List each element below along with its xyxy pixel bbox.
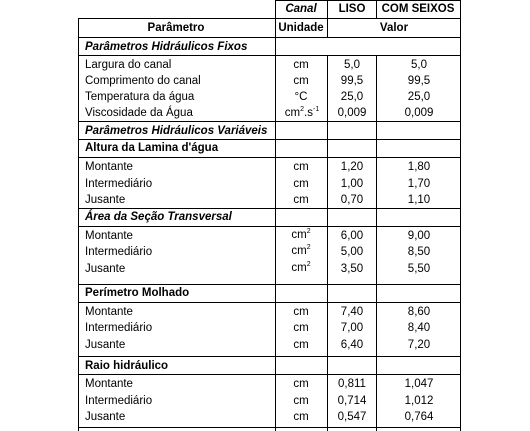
seixos-value: 8,50	[407, 246, 431, 258]
liso-value: 0,714	[337, 395, 367, 407]
seixos-value: 25,0	[407, 91, 431, 103]
header-parametro: Parâmetro	[147, 22, 205, 34]
param-label: Intermediário	[85, 246, 153, 258]
liso-value: 6,40	[340, 339, 364, 351]
table-rule	[275, 0, 276, 431]
seixos-value: 9,00	[407, 230, 431, 242]
unit-value: cm	[293, 59, 309, 71]
group-title: Altura da Lamina d'água	[85, 142, 219, 154]
liso-value: 5,0	[344, 59, 360, 71]
liso-value: 0,70	[340, 194, 364, 206]
liso-value: 1,20	[340, 161, 364, 173]
liso-value: 0,811	[338, 378, 366, 390]
liso-value: 25,0	[340, 91, 364, 103]
unit-value: cm	[293, 339, 309, 351]
param-label: Comprimento do canal	[85, 75, 201, 87]
unit-value: cm	[293, 75, 309, 87]
table-rule	[78, 157, 461, 158]
unit-value: cm	[293, 378, 309, 390]
table-rule	[78, 121, 461, 122]
table-rule	[327, 55, 328, 431]
seixos-value: 8,40	[407, 322, 431, 334]
unit-value: cm	[293, 178, 309, 190]
table-rule	[78, 302, 461, 303]
group-title: Área da Seção Transversal	[85, 211, 232, 223]
param-label: Temperatura da água	[85, 91, 195, 103]
table-rule	[78, 55, 461, 56]
header-unidade: Unidade	[278, 22, 324, 34]
unit-value: cm	[293, 306, 309, 318]
liso-value: 0,009	[337, 107, 367, 119]
table-rule	[78, 374, 461, 375]
unit-value: cm	[293, 322, 309, 334]
liso-value: 1,00	[340, 178, 364, 190]
param-label: Montante	[85, 378, 133, 390]
param-label: Montante	[85, 161, 133, 173]
unit-value: cm	[293, 194, 309, 206]
unit-value: $cm^2$	[291, 228, 311, 241]
unit-value: cm	[293, 395, 309, 407]
seixos-value: 1,10	[407, 194, 431, 206]
unit-value: cm	[293, 411, 309, 423]
seixos-value: 1,70	[407, 178, 431, 190]
seixos-value: 99,5	[407, 75, 431, 87]
unit-value: $cm^2$	[291, 244, 311, 257]
table-rule	[78, 208, 461, 209]
group-title: Raio hidráulico	[85, 360, 169, 372]
liso-value: 99,5	[340, 75, 364, 87]
table-rule	[327, 0, 328, 37]
param-label: Viscosidade da Água	[85, 107, 193, 119]
liso-value: 6,00	[340, 230, 364, 242]
section-title-fixos: Parâmetros Hidráulicos Fixos	[85, 41, 248, 53]
table-rule	[78, 37, 461, 38]
param-label: Largura do canal	[85, 59, 172, 71]
table-rule	[78, 18, 461, 19]
liso-value: 5,00	[340, 246, 364, 258]
table-rule	[460, 0, 461, 431]
param-label: Montante	[85, 230, 133, 242]
unit-value: cm	[293, 161, 309, 173]
seixos-value: 1,047	[404, 378, 434, 390]
param-label: Jusante	[85, 263, 126, 275]
table-rule	[275, 0, 461, 1]
header-liso: LISO	[338, 3, 366, 15]
table-rule	[78, 284, 461, 285]
seixos-value: 5,50	[407, 263, 431, 275]
param-label: Intermediário	[85, 178, 153, 190]
group-title: Perímetro Molhado	[85, 287, 190, 299]
seixos-value: 1,012	[404, 395, 434, 407]
param-label: Montante	[85, 306, 133, 318]
table-rule	[78, 18, 79, 431]
liso-value: 7,00	[340, 322, 364, 334]
unit-value: °C	[294, 91, 308, 103]
header-com-seixos: COM SEIXOS	[381, 3, 455, 15]
param-label: Jusante	[85, 194, 126, 206]
header-valor: Valor	[379, 22, 409, 34]
unit-value: $cm^2.s^{-1}$	[284, 106, 320, 119]
seixos-value: 0,009	[404, 107, 434, 119]
seixos-value: 1,80	[407, 161, 431, 173]
seixos-value: 0,764	[404, 411, 434, 423]
param-label: Intermediário	[85, 322, 153, 334]
table-rule	[78, 427, 461, 428]
param-label: Jusante	[85, 411, 126, 423]
section-title-variaveis: Parâmetros Hidráulicos Variáveis	[85, 125, 268, 137]
param-label: Jusante	[85, 339, 126, 351]
liso-value: 7,40	[340, 306, 364, 318]
seixos-value: 5,0	[411, 59, 427, 71]
seixos-value: 7,20	[407, 339, 431, 351]
liso-value: 0,547	[337, 411, 367, 423]
header-canal: Canal	[285, 3, 317, 15]
table-rule	[78, 226, 461, 227]
table-rule	[376, 0, 377, 18]
table-rule	[78, 139, 461, 140]
liso-value: 3,50	[340, 263, 364, 275]
param-label: Intermediário	[85, 395, 153, 407]
table-rule	[78, 356, 461, 357]
seixos-value: 8,60	[407, 306, 431, 318]
unit-value: $cm^2$	[291, 261, 311, 274]
table-rule	[376, 55, 377, 431]
